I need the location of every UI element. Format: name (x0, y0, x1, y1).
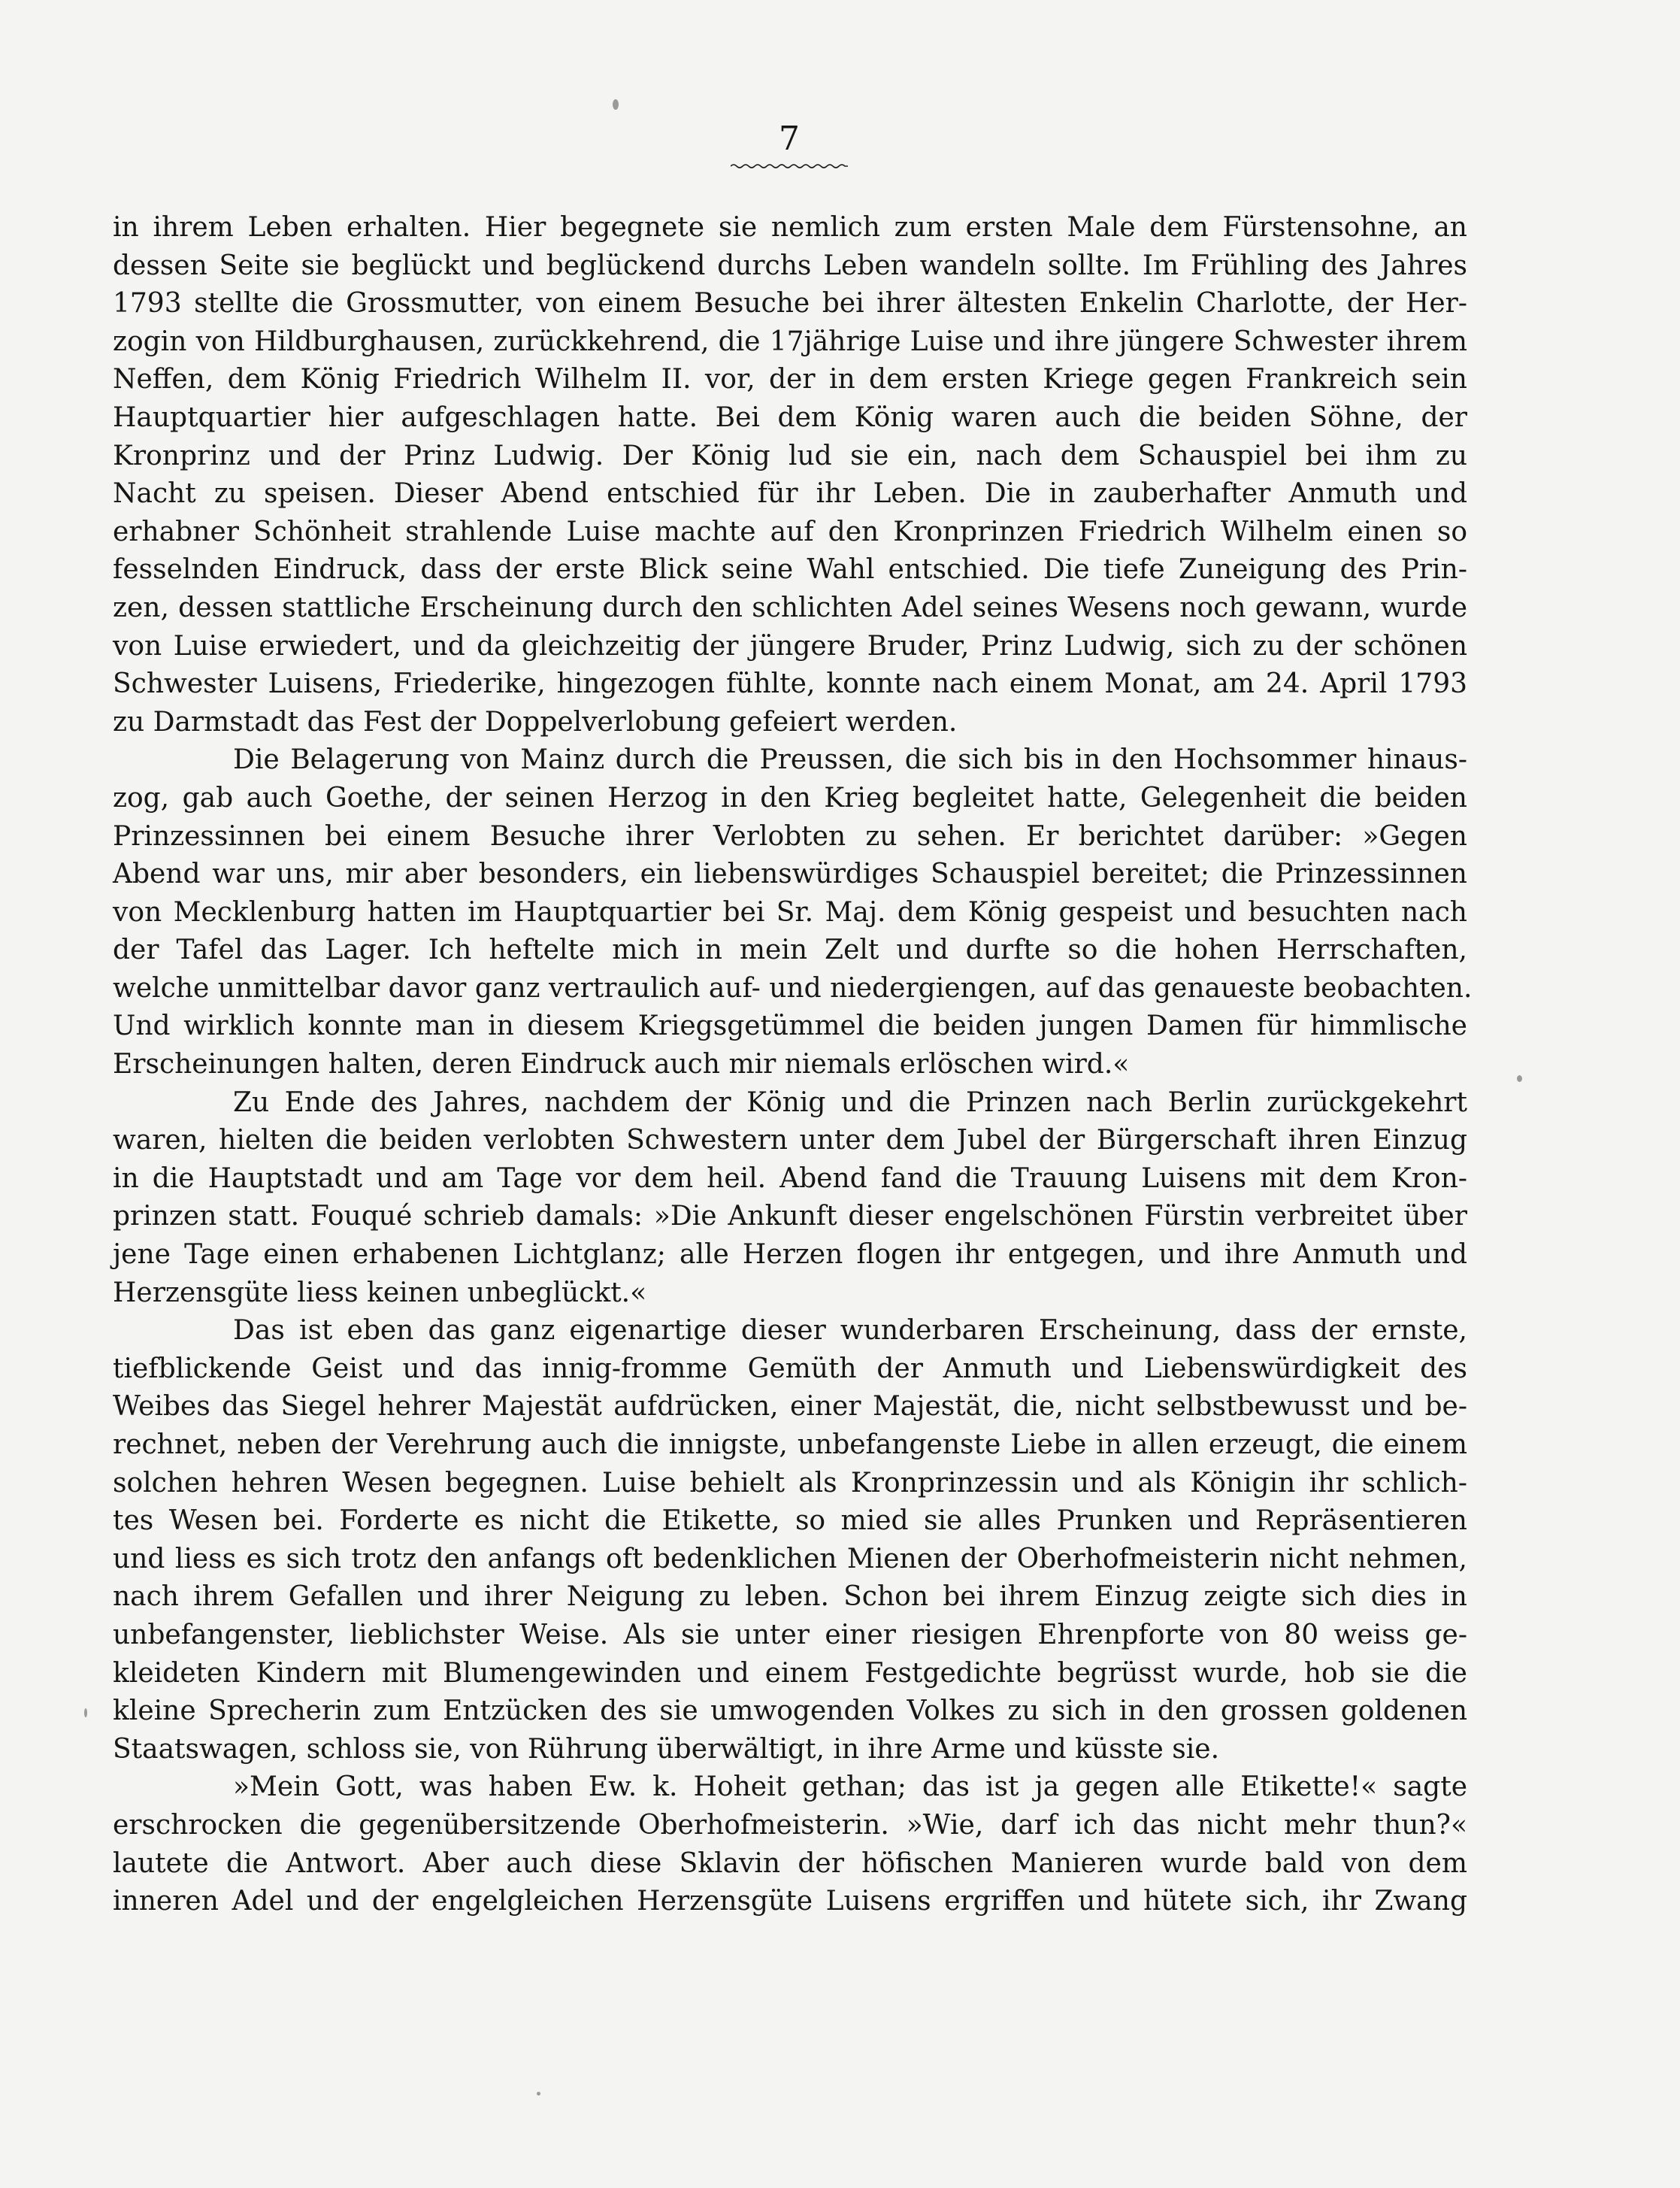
text-line: fesselnden Eindruck, dass der erste Blick seine Wahl entschied. Die tiefe Zuneigung des Prin- (113, 554, 1467, 586)
text-line: zogin von Hildburghausen, zurückkehrend, die 17jährige Luise und ihre jüngere Schwester ihrem (113, 326, 1467, 357)
text-line: zen, dessen stattliche Erscheinung durch den schlichten Adel seines Wesens noch gewann, wurde (113, 592, 1467, 623)
text-line: »Mein Gott, was haben Ew. k. Hoheit gethan; das ist ja gegen alle Etikette!« sagte (233, 1771, 1467, 1803)
wavy-ornament-icon (731, 162, 848, 170)
paper-speck (613, 99, 619, 110)
text-line: prinzen statt. Fouqué schrieb damals: »Die Ankunft dieser engelschönen Fürstin verbreitet über (113, 1201, 1467, 1232)
text-line: welche unmittelbar davor ganz vertraulich auf- und niedergiengen, auf das genaueste beobachten. (113, 972, 1473, 1004)
text-line: und liess es sich trotz den anfangs oft bedenklichen Mienen der Oberhofmeisterin nicht nehmen, (113, 1543, 1467, 1574)
text-line: Neffen, dem König Friedrich Wilhelm II. vor, der in dem ersten Kriege gegen Frankreich sein (113, 364, 1467, 395)
body-text (113, 209, 1473, 1921)
text-line: von Mecklenburg hatten im Hauptquartier bei Sr. Maj. dem König gespeist und besuchten nach (113, 896, 1467, 928)
text-line: Die Belagerung von Mainz durch die Preussen, die sich bis in den Hochsommer hinaus- (233, 744, 1467, 776)
text-line: Nacht zu speisen. Dieser Abend entschied für ihr Leben. Die in zauberhafter Anmuth und (113, 478, 1467, 510)
text-line: Herzensgüte liess keinen unbeglückt.« (113, 1277, 647, 1308)
paper-speck (537, 2092, 540, 2096)
text-line: zog, gab auch Goethe, der seinen Herzog in den Krieg begleitet hatte, Gelegenheit die beiden (113, 782, 1467, 814)
text-line: inneren Adel und der engelgleichen Herzensgüte Luisens ergriffen und hütete sich, ihr Zwang (113, 1886, 1467, 1917)
text-line: solchen hehren Wesen begegnen. Luise behielt als Kronprinzessin und als Königin ihr schlich- (113, 1467, 1467, 1499)
text-line: erhabner Schönheit strahlende Luise machte auf den Kronprinzen Friedrich Wilhelm einen so (113, 516, 1467, 547)
text-line: erschrocken die gegenübersitzende Oberhofmeisterin. »Wie, darf ich das nicht mehr thun?« (113, 1809, 1467, 1841)
text-line: der Tafel das Lager. Ich heftelte mich in mein Zelt und durfte so die hohen Herrschaften, (113, 935, 1467, 966)
page-number: 7 (779, 120, 800, 158)
text-line: Staatswagen, schloss sie, von Rührung überwältigt, in ihre Arme und küsste sie. (113, 1733, 1220, 1765)
text-line: Abend war uns, mir aber besonders, ein liebenswürdiges Schauspiel bereitet; die Prinzessinnen (113, 859, 1467, 890)
paper-speck (1517, 1075, 1522, 1082)
text-line: Weibes das Siegel hehrer Majestät aufdrücken, einer Majestät, die, nicht selbstbewusst und be- (113, 1391, 1467, 1423)
text-line: tes Wesen bei. Forderte es nicht die Etikette, so mied sie alles Prunken und Repräsentieren (113, 1505, 1467, 1537)
text-line: tiefblickende Geist und das innig-fromme Gemüth der Anmuth und Liebenswürdigkeit des (113, 1353, 1467, 1384)
text-line: waren, hielten die beiden verlobten Schwestern unter dem Jubel der Bürgerschaft ihren Einzug (113, 1125, 1467, 1156)
text-line: lautete die Antwort. Aber auch diese Sklavin der höfischen Manieren wurde bald von dem (113, 1847, 1467, 1879)
paper-speck (84, 1708, 87, 1717)
text-line: kleideten Kindern mit Blumengewinden und einem Festgedichte begrüsst wurde, hob sie die (113, 1657, 1467, 1689)
text-line: kleine Sprecherin zum Entzücken des sie umwogenden Volkes zu sich in den grossen goldenen (113, 1696, 1467, 1727)
text-line: zu Darmstadt das Fest der Doppelverlobung gefeiert werden. (113, 706, 958, 738)
text-line: von Luise erwiedert, und da gleichzeitig der jüngere Bruder, Prinz Ludwig, sich zu der schönen (113, 630, 1467, 662)
text-line: Zu Ende des Jahres, nachdem der König und die Prinzen nach Berlin zurückgekehrt (233, 1086, 1467, 1118)
text-line: 1793 stellte die Grossmutter, von einem Besuche bei ihrer ältesten Enkelin Charlotte, der Her- (113, 288, 1467, 320)
text-line: jene Tage einen erhabenen Lichtglanz; alle Herzen flogen ihr entgegen, und ihre Anmuth und (113, 1239, 1467, 1271)
text-line: Kronprinz und der Prinz Ludwig. Der König lud sie ein, nach dem Schauspiel bei ihm zu (113, 440, 1467, 471)
text-line: in die Hauptstadt und am Tage vor dem heil. Abend fand die Trauung Luisens mit dem Kron- (113, 1162, 1467, 1194)
text-line: Und wirklich konnte man in diesem Kriegsgetümmel die beiden jungen Damen für himmlische (113, 1011, 1467, 1042)
text-line: Hauptquartier hier aufgeschlagen hatte. Bei dem König waren auch die beiden Söhne, der (113, 402, 1467, 433)
text-line: Prinzessinnen bei einem Besuche ihrer Verlobten zu sehen. Er berichtet darüber: »Gegen (113, 820, 1467, 852)
text-line: nach ihrem Gefallen und ihrer Neigung zu leben. Schon bei ihrem Einzug zeigte sich dies in (113, 1581, 1467, 1613)
text-line: in ihrem Leben erhalten. Hier begegnete sie nemlich zum ersten Male dem Fürstensohne, an (113, 212, 1467, 243)
text-line: rechnet, neben der Verehrung auch die innigste, unbefangenste Liebe in allen erzeugt, die einem (113, 1429, 1467, 1460)
text-line: Das ist eben das ganz eigenartige dieser wunderbaren Erscheinung, dass der ernste, (233, 1315, 1467, 1347)
text-line: dessen Seite sie beglückt und beglückend durchs Leben wandeln sollte. Im Frühling des Jahres (113, 250, 1467, 281)
text-line: Schwester Luisens, Friederike, hingezogen fühlte, konnte nach einem Monat, am 24. April 1793 (113, 668, 1467, 700)
text-line: Erscheinungen halten, deren Eindruck auch mir niemals erlöschen wird.« (113, 1049, 1130, 1080)
text-line: unbefangenster, lieblichster Weise. Als sie unter einer riesigen Ehrenpforte von 80 weiss ge- (113, 1619, 1467, 1650)
